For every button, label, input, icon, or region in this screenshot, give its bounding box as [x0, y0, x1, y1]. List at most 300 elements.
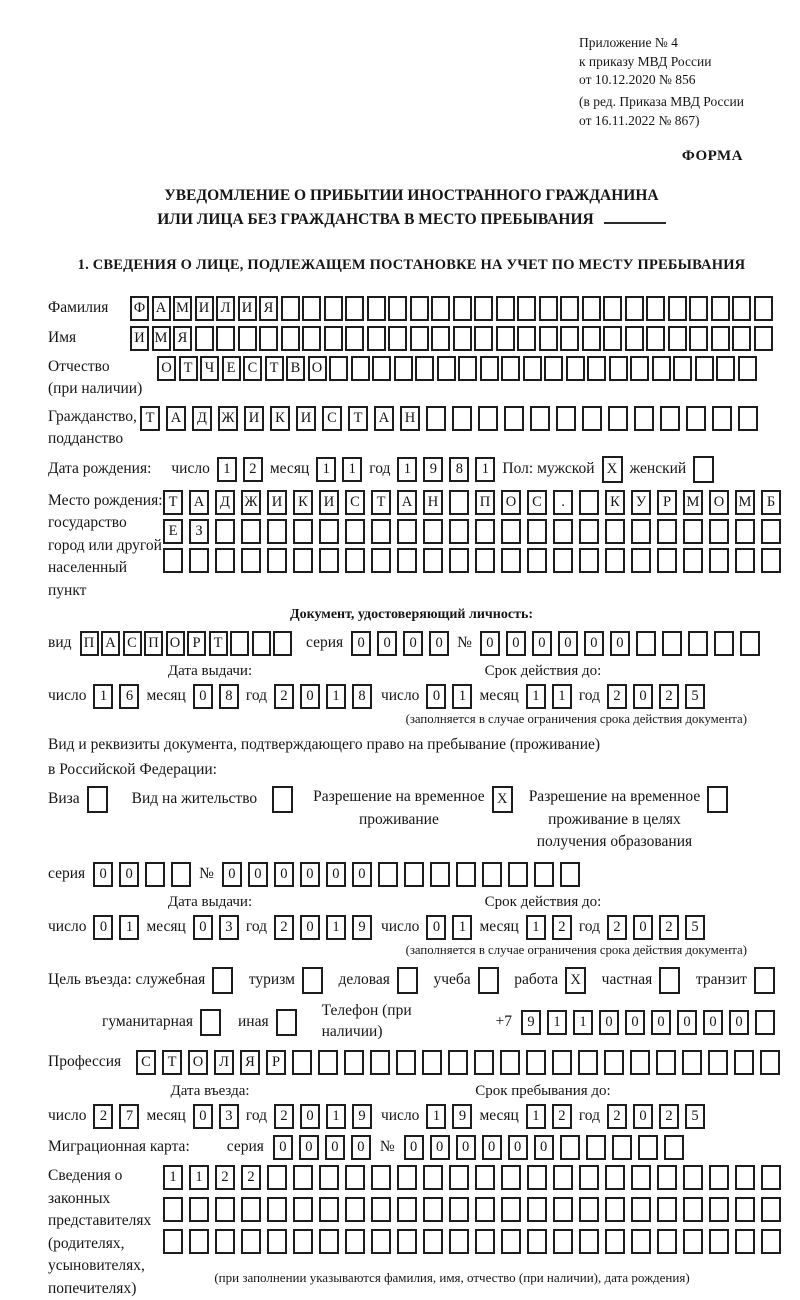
char-cell[interactable]: О	[188, 1050, 208, 1075]
char-cell[interactable]	[397, 519, 417, 544]
char-cell[interactable]	[259, 326, 278, 351]
char-cell[interactable]	[475, 1197, 495, 1222]
char-cell[interactable]	[707, 786, 728, 813]
char-cell[interactable]	[448, 1050, 468, 1075]
char-cell[interactable]	[372, 356, 391, 381]
char-cell[interactable]: 1	[316, 457, 336, 482]
char-cell[interactable]: 0	[299, 1135, 319, 1160]
char-cell[interactable]	[652, 356, 671, 381]
char-cell[interactable]	[319, 1229, 339, 1254]
char-cell[interactable]	[437, 356, 456, 381]
char-cell[interactable]: А	[397, 490, 417, 515]
char-cell[interactable]	[345, 296, 364, 321]
char-cell[interactable]	[324, 296, 343, 321]
char-cell[interactable]: С	[136, 1050, 156, 1075]
char-cell[interactable]	[371, 519, 391, 544]
char-cell[interactable]	[527, 519, 547, 544]
char-cell[interactable]	[394, 356, 413, 381]
char-cell[interactable]	[689, 326, 708, 351]
char-cell[interactable]: Т	[179, 356, 198, 381]
char-cell[interactable]	[735, 1229, 755, 1254]
char-cell[interactable]	[544, 356, 563, 381]
char-cell[interactable]: 2	[659, 1104, 679, 1129]
char-cell[interactable]	[267, 1165, 287, 1190]
char-cell[interactable]	[293, 1197, 313, 1222]
char-cell[interactable]	[474, 296, 493, 321]
char-cell[interactable]: 1	[342, 457, 362, 482]
char-cell[interactable]	[714, 631, 734, 656]
char-cell[interactable]	[534, 862, 554, 887]
char-cell[interactable]	[566, 356, 585, 381]
char-cell[interactable]	[431, 326, 450, 351]
char-cell[interactable]	[474, 1050, 494, 1075]
char-cell[interactable]: 0	[248, 862, 268, 887]
char-cell[interactable]: З	[189, 519, 209, 544]
char-cell[interactable]	[319, 1165, 339, 1190]
char-cell[interactable]: П	[475, 490, 495, 515]
char-cell[interactable]	[539, 326, 558, 351]
char-cell[interactable]	[397, 967, 418, 994]
char-cell[interactable]: 2	[243, 457, 263, 482]
char-cell[interactable]	[560, 326, 579, 351]
char-cell[interactable]	[582, 296, 601, 321]
char-cell[interactable]	[660, 406, 680, 431]
char-cell[interactable]: 0	[273, 1135, 293, 1160]
char-cell[interactable]	[324, 326, 343, 351]
char-cell[interactable]: X	[492, 786, 513, 813]
char-cell[interactable]	[371, 1165, 391, 1190]
char-cell[interactable]	[560, 862, 580, 887]
char-cell[interactable]	[345, 326, 364, 351]
char-cell[interactable]: 0	[274, 862, 294, 887]
char-cell[interactable]: И	[238, 296, 257, 321]
char-cell[interactable]	[293, 1229, 313, 1254]
char-cell[interactable]	[646, 326, 665, 351]
char-cell[interactable]	[683, 1229, 703, 1254]
char-cell[interactable]	[145, 862, 165, 887]
char-cell[interactable]	[475, 1165, 495, 1190]
char-cell[interactable]: 0	[325, 1135, 345, 1160]
char-cell[interactable]	[449, 1197, 469, 1222]
char-cell[interactable]: К	[293, 490, 313, 515]
char-cell[interactable]	[579, 490, 599, 515]
char-cell[interactable]	[586, 1135, 606, 1160]
char-cell[interactable]	[293, 1165, 313, 1190]
char-cell[interactable]	[552, 1050, 572, 1075]
char-cell[interactable]: 0	[729, 1010, 749, 1035]
char-cell[interactable]: Ж	[241, 490, 261, 515]
char-cell[interactable]: П	[144, 631, 163, 656]
char-cell[interactable]: 2	[659, 915, 679, 940]
char-cell[interactable]	[302, 326, 321, 351]
char-cell[interactable]	[318, 1050, 338, 1075]
char-cell[interactable]: И	[195, 296, 214, 321]
char-cell[interactable]: Е	[222, 356, 241, 381]
char-cell[interactable]: 0	[403, 631, 423, 656]
char-cell[interactable]	[605, 519, 625, 544]
char-cell[interactable]: 1	[547, 1010, 567, 1035]
char-cell[interactable]	[735, 548, 755, 573]
char-cell[interactable]	[603, 326, 622, 351]
char-cell[interactable]	[501, 1165, 521, 1190]
char-cell[interactable]	[605, 1165, 625, 1190]
char-cell[interactable]	[449, 519, 469, 544]
char-cell[interactable]: 0	[351, 631, 371, 656]
char-cell[interactable]	[605, 1197, 625, 1222]
char-cell[interactable]	[171, 862, 191, 887]
char-cell[interactable]	[189, 548, 209, 573]
char-cell[interactable]	[474, 326, 493, 351]
char-cell[interactable]	[345, 548, 365, 573]
char-cell[interactable]	[560, 1135, 580, 1160]
char-cell[interactable]: 2	[552, 1104, 572, 1129]
char-cell[interactable]	[453, 296, 472, 321]
char-cell[interactable]	[659, 967, 680, 994]
char-cell[interactable]	[683, 1165, 703, 1190]
char-cell[interactable]	[605, 548, 625, 573]
char-cell[interactable]: С	[123, 631, 142, 656]
char-cell[interactable]: И	[130, 326, 149, 351]
char-cell[interactable]	[449, 1229, 469, 1254]
char-cell[interactable]	[708, 1050, 728, 1075]
char-cell[interactable]: 0	[651, 1010, 671, 1035]
char-cell[interactable]	[732, 326, 751, 351]
char-cell[interactable]: 0	[352, 862, 372, 887]
char-cell[interactable]	[371, 1197, 391, 1222]
char-cell[interactable]	[215, 519, 235, 544]
char-cell[interactable]: Л	[214, 1050, 234, 1075]
char-cell[interactable]	[578, 1050, 598, 1075]
char-cell[interactable]: 0	[351, 1135, 371, 1160]
char-cell[interactable]	[553, 519, 573, 544]
char-cell[interactable]: 6	[119, 684, 139, 709]
char-cell[interactable]	[302, 296, 321, 321]
char-cell[interactable]: 0	[625, 1010, 645, 1035]
char-cell[interactable]	[396, 1050, 416, 1075]
char-cell[interactable]	[344, 1050, 364, 1075]
char-cell[interactable]: 1	[326, 1104, 346, 1129]
char-cell[interactable]	[735, 1197, 755, 1222]
char-cell[interactable]: 2	[607, 1104, 627, 1129]
char-cell[interactable]: 1	[552, 684, 572, 709]
char-cell[interactable]: М	[173, 296, 192, 321]
char-cell[interactable]	[657, 548, 677, 573]
char-cell[interactable]: 0	[534, 1135, 554, 1160]
char-cell[interactable]: Р	[657, 490, 677, 515]
char-cell[interactable]	[293, 519, 313, 544]
char-cell[interactable]	[238, 326, 257, 351]
char-cell[interactable]	[501, 356, 520, 381]
char-cell[interactable]	[241, 548, 261, 573]
char-cell[interactable]	[527, 548, 547, 573]
char-cell[interactable]	[527, 1197, 547, 1222]
char-cell[interactable]: 2	[93, 1104, 113, 1129]
char-cell[interactable]	[430, 862, 450, 887]
char-cell[interactable]: Я	[240, 1050, 260, 1075]
char-cell[interactable]	[553, 548, 573, 573]
char-cell[interactable]	[553, 1229, 573, 1254]
char-cell[interactable]: 8	[449, 457, 469, 482]
char-cell[interactable]: 0	[633, 684, 653, 709]
char-cell[interactable]	[636, 631, 656, 656]
char-cell[interactable]: 1	[526, 915, 546, 940]
char-cell[interactable]	[527, 1165, 547, 1190]
char-cell[interactable]: У	[631, 490, 651, 515]
char-cell[interactable]	[761, 548, 781, 573]
char-cell[interactable]	[276, 1009, 297, 1036]
char-cell[interactable]	[397, 1197, 417, 1222]
char-cell[interactable]: 8	[219, 684, 239, 709]
char-cell[interactable]	[523, 356, 542, 381]
char-cell[interactable]	[367, 296, 386, 321]
char-cell[interactable]: 1	[326, 684, 346, 709]
char-cell[interactable]: 0	[430, 1135, 450, 1160]
char-cell[interactable]	[241, 1197, 261, 1222]
char-cell[interactable]: 0	[300, 862, 320, 887]
char-cell[interactable]	[630, 1050, 650, 1075]
char-cell[interactable]	[293, 548, 313, 573]
char-cell[interactable]: Т	[140, 406, 160, 431]
char-cell[interactable]	[683, 519, 703, 544]
char-cell[interactable]: А	[189, 490, 209, 515]
char-cell[interactable]: 2	[607, 915, 627, 940]
char-cell[interactable]	[711, 296, 730, 321]
char-cell[interactable]: Н	[400, 406, 420, 431]
char-cell[interactable]: 0	[703, 1010, 723, 1035]
char-cell[interactable]: О	[308, 356, 327, 381]
char-cell[interactable]	[482, 862, 502, 887]
char-cell[interactable]	[475, 548, 495, 573]
char-cell[interactable]	[662, 631, 682, 656]
char-cell[interactable]	[709, 1197, 729, 1222]
char-cell[interactable]	[664, 1135, 684, 1160]
char-cell[interactable]	[735, 1165, 755, 1190]
char-cell[interactable]: Б	[761, 490, 781, 515]
char-cell[interactable]: С	[322, 406, 342, 431]
char-cell[interactable]	[527, 1229, 547, 1254]
char-cell[interactable]	[631, 1229, 651, 1254]
char-cell[interactable]	[657, 519, 677, 544]
char-cell[interactable]: 0	[300, 684, 320, 709]
char-cell[interactable]: 1	[189, 1165, 209, 1190]
char-cell[interactable]	[195, 326, 214, 351]
char-cell[interactable]: Я	[259, 296, 278, 321]
char-cell[interactable]	[371, 548, 391, 573]
char-cell[interactable]	[761, 1165, 781, 1190]
char-cell[interactable]	[397, 1165, 417, 1190]
char-cell[interactable]	[631, 519, 651, 544]
char-cell[interactable]: А	[101, 631, 120, 656]
char-cell[interactable]: 0	[326, 862, 346, 887]
char-cell[interactable]: И	[319, 490, 339, 515]
char-cell[interactable]: 9	[423, 457, 443, 482]
char-cell[interactable]	[423, 1197, 443, 1222]
char-cell[interactable]	[272, 786, 293, 813]
char-cell[interactable]	[587, 356, 606, 381]
char-cell[interactable]: И	[244, 406, 264, 431]
char-cell[interactable]	[452, 406, 472, 431]
char-cell[interactable]	[449, 548, 469, 573]
char-cell[interactable]	[388, 296, 407, 321]
char-cell[interactable]: К	[270, 406, 290, 431]
char-cell[interactable]: 1	[452, 684, 472, 709]
char-cell[interactable]: 5	[685, 915, 705, 940]
char-cell[interactable]	[292, 1050, 312, 1075]
char-cell[interactable]	[688, 631, 708, 656]
char-cell[interactable]	[458, 356, 477, 381]
char-cell[interactable]	[423, 1165, 443, 1190]
char-cell[interactable]: 1	[573, 1010, 593, 1035]
char-cell[interactable]	[656, 1050, 676, 1075]
char-cell[interactable]	[216, 326, 235, 351]
char-cell[interactable]: 9	[352, 1104, 372, 1129]
char-cell[interactable]	[716, 356, 735, 381]
char-cell[interactable]	[478, 406, 498, 431]
char-cell[interactable]: 0	[508, 1135, 528, 1160]
char-cell[interactable]	[496, 296, 515, 321]
char-cell[interactable]	[682, 1050, 702, 1075]
char-cell[interactable]	[456, 862, 476, 887]
char-cell[interactable]: О	[501, 490, 521, 515]
char-cell[interactable]	[267, 519, 287, 544]
char-cell[interactable]	[212, 967, 233, 994]
char-cell[interactable]	[410, 326, 429, 351]
char-cell[interactable]	[646, 296, 665, 321]
char-cell[interactable]: С	[527, 490, 547, 515]
char-cell[interactable]	[267, 1229, 287, 1254]
char-cell[interactable]	[761, 1197, 781, 1222]
char-cell[interactable]	[605, 1229, 625, 1254]
char-cell[interactable]: 0	[377, 631, 397, 656]
char-cell[interactable]	[754, 326, 773, 351]
char-cell[interactable]: 0	[456, 1135, 476, 1160]
char-cell[interactable]	[415, 356, 434, 381]
char-cell[interactable]: 2	[659, 684, 679, 709]
char-cell[interactable]	[319, 548, 339, 573]
char-cell[interactable]: Т	[348, 406, 368, 431]
char-cell[interactable]	[609, 356, 628, 381]
char-cell[interactable]	[426, 406, 446, 431]
char-cell[interactable]	[634, 406, 654, 431]
char-cell[interactable]	[738, 356, 757, 381]
char-cell[interactable]: 8	[352, 684, 372, 709]
char-cell[interactable]	[453, 326, 472, 351]
char-cell[interactable]: 0	[193, 1104, 213, 1129]
char-cell[interactable]	[579, 519, 599, 544]
char-cell[interactable]	[582, 406, 602, 431]
char-cell[interactable]	[530, 406, 550, 431]
char-cell[interactable]	[517, 326, 536, 351]
char-cell[interactable]	[449, 490, 469, 515]
char-cell[interactable]	[508, 862, 528, 887]
char-cell[interactable]	[397, 548, 417, 573]
char-cell[interactable]	[612, 1135, 632, 1160]
char-cell[interactable]: И	[267, 490, 287, 515]
char-cell[interactable]	[579, 548, 599, 573]
char-cell[interactable]	[163, 1197, 183, 1222]
char-cell[interactable]: 1	[93, 684, 113, 709]
char-cell[interactable]: 0	[506, 631, 526, 656]
char-cell[interactable]	[163, 548, 183, 573]
char-cell[interactable]: 1	[526, 1104, 546, 1129]
char-cell[interactable]: 9	[521, 1010, 541, 1035]
char-cell[interactable]: О	[709, 490, 729, 515]
char-cell[interactable]	[754, 967, 775, 994]
char-cell[interactable]	[478, 967, 499, 994]
char-cell[interactable]	[378, 862, 398, 887]
char-cell[interactable]: 0	[404, 1135, 424, 1160]
char-cell[interactable]: 0	[558, 631, 578, 656]
char-cell[interactable]	[539, 296, 558, 321]
char-cell[interactable]	[345, 1165, 365, 1190]
char-cell[interactable]: X	[602, 456, 623, 483]
char-cell[interactable]: 0	[480, 631, 500, 656]
char-cell[interactable]: 0	[93, 862, 113, 887]
char-cell[interactable]	[388, 326, 407, 351]
char-cell[interactable]	[630, 356, 649, 381]
char-cell[interactable]	[200, 1009, 221, 1036]
char-cell[interactable]	[345, 1197, 365, 1222]
char-cell[interactable]: 0	[300, 1104, 320, 1129]
char-cell[interactable]	[668, 296, 687, 321]
char-cell[interactable]	[625, 296, 644, 321]
char-cell[interactable]	[740, 631, 760, 656]
char-cell[interactable]	[631, 548, 651, 573]
char-cell[interactable]: К	[605, 490, 625, 515]
char-cell[interactable]	[734, 1050, 754, 1075]
char-cell[interactable]	[345, 1229, 365, 1254]
char-cell[interactable]: С	[243, 356, 262, 381]
char-cell[interactable]	[501, 519, 521, 544]
char-cell[interactable]: 1	[526, 684, 546, 709]
char-cell[interactable]: Т	[162, 1050, 182, 1075]
char-cell[interactable]	[683, 1197, 703, 1222]
char-cell[interactable]	[410, 296, 429, 321]
char-cell[interactable]: Ч	[200, 356, 219, 381]
char-cell[interactable]	[738, 406, 758, 431]
char-cell[interactable]: 5	[685, 684, 705, 709]
char-cell[interactable]	[319, 519, 339, 544]
char-cell[interactable]: М	[152, 326, 171, 351]
char-cell[interactable]	[754, 296, 773, 321]
char-cell[interactable]	[582, 326, 601, 351]
char-cell[interactable]: 0	[482, 1135, 502, 1160]
char-cell[interactable]: 0	[633, 1104, 653, 1129]
char-cell[interactable]: 1	[163, 1165, 183, 1190]
char-cell[interactable]	[604, 1050, 624, 1075]
char-cell[interactable]	[423, 548, 443, 573]
char-cell[interactable]: 2	[607, 684, 627, 709]
char-cell[interactable]: Ж	[218, 406, 238, 431]
char-cell[interactable]	[215, 1229, 235, 1254]
char-cell[interactable]	[230, 631, 249, 656]
char-cell[interactable]	[252, 631, 271, 656]
char-cell[interactable]	[329, 356, 348, 381]
char-cell[interactable]: 0	[599, 1010, 619, 1035]
char-cell[interactable]	[608, 406, 628, 431]
char-cell[interactable]: 0	[193, 684, 213, 709]
char-cell[interactable]	[695, 356, 714, 381]
char-cell[interactable]: О	[166, 631, 185, 656]
char-cell[interactable]	[556, 406, 576, 431]
char-cell[interactable]: Е	[163, 519, 183, 544]
char-cell[interactable]: 2	[274, 684, 294, 709]
char-cell[interactable]: Н	[423, 490, 443, 515]
char-cell[interactable]	[404, 862, 424, 887]
char-cell[interactable]	[501, 1197, 521, 1222]
char-cell[interactable]: А	[152, 296, 171, 321]
char-cell[interactable]: 3	[219, 915, 239, 940]
